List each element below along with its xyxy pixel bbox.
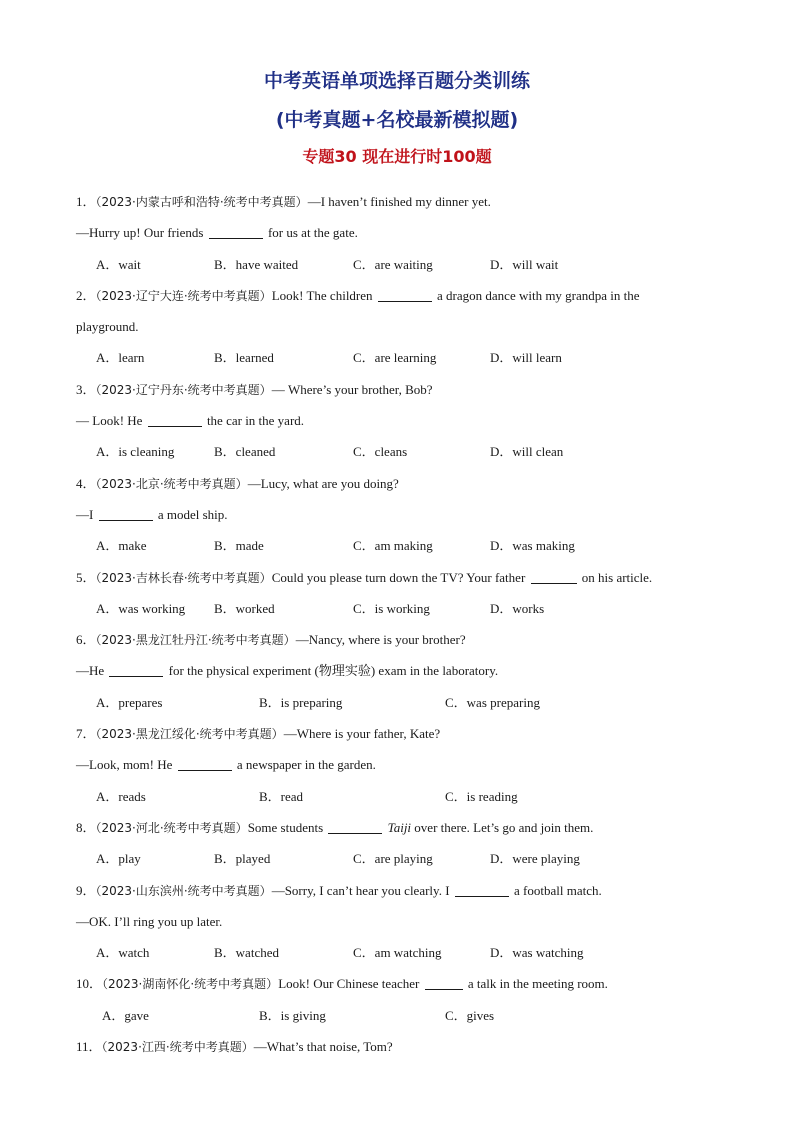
stem-text: over there. Let’s go and join them. — [414, 819, 594, 835]
stem-text: a football match. — [514, 882, 602, 898]
option-d[interactable]: D．will learn — [490, 350, 562, 366]
question-9 — [76, 875, 716, 906]
question-number: 1． — [76, 194, 96, 209]
option-c[interactable]: C．am making — [353, 538, 433, 554]
question-11 — [76, 1031, 716, 1062]
question-source: （2023·北京·统考中考真题） — [95, 476, 248, 491]
stem-italic-text: Taiji — [387, 819, 412, 835]
option-b[interactable]: B．made — [214, 538, 264, 554]
question-source: （2023·内蒙古呼和浩特·统考中考真题） — [95, 195, 308, 209]
question-3-line2 — [76, 405, 716, 436]
answer-blank — [109, 662, 163, 677]
question-number: 2． — [76, 287, 96, 303]
option-a[interactable]: A．is cleaning — [96, 444, 175, 460]
option-d[interactable]: D．works — [490, 600, 545, 616]
stem-text: playground. — [76, 319, 139, 335]
question-number: 8． — [76, 819, 96, 835]
question-9-options — [76, 937, 716, 968]
main-title: 中考英语单项选择百题分类训练 — [263, 70, 530, 92]
question-2-options — [76, 342, 716, 373]
question-7-options — [76, 781, 716, 812]
question-source: （2023·辽宁丹东·统考中考真题） — [95, 382, 272, 397]
option-a[interactable]: A．prepares — [96, 694, 163, 710]
question-number: 6． — [76, 632, 96, 648]
stem-text: Could you please turn down the TV? Your father — [271, 569, 526, 585]
stem-text: a model ship. — [157, 506, 228, 522]
question-3-options — [76, 436, 716, 467]
option-c[interactable]: C．are waiting — [353, 256, 433, 272]
option-c[interactable]: C．is reading — [445, 788, 518, 804]
option-a[interactable]: A．reads — [96, 788, 146, 804]
option-a[interactable]: A．make — [96, 538, 147, 554]
stem-text: — Look! He — [76, 413, 143, 429]
stem-text: —He — [76, 663, 105, 679]
answer-blank — [425, 975, 463, 990]
option-a[interactable]: A．watch — [96, 945, 150, 961]
stem-text: a newspaper in the garden. — [236, 757, 376, 773]
sub-title: (中考真题+名校最新模拟题) — [275, 109, 519, 131]
question-stem: —Lucy, what are you doing? — [247, 475, 399, 491]
question-4-options — [76, 530, 716, 561]
question-10-options — [76, 1000, 716, 1031]
question-2 — [76, 280, 716, 311]
question-7-line2 — [76, 749, 716, 780]
question-stem: — Where’s your brother, Bob? — [271, 381, 433, 397]
stem-text: —Sorry, I can’t hear you clearly. I — [271, 882, 450, 898]
question-source: （2023·湖南怀化·统考中考真题） — [102, 977, 279, 992]
question-number: 9． — [76, 882, 96, 898]
option-b[interactable]: B．played — [214, 851, 271, 867]
option-a[interactable]: A．play — [96, 851, 141, 867]
stem-text: on his article. — [581, 569, 653, 585]
question-number: 10． — [76, 976, 103, 992]
stem-text: the car in the yard. — [206, 413, 305, 429]
answer-blank — [328, 819, 382, 834]
stem-text: a talk in the meeting room. — [467, 976, 608, 992]
option-b[interactable]: B．read — [259, 788, 304, 804]
option-b[interactable]: B．is giving — [259, 1007, 326, 1023]
question-number: 4． — [76, 475, 96, 491]
question-2-line2 — [76, 311, 716, 342]
option-a[interactable]: A．was working — [96, 600, 186, 616]
question-1 — [76, 186, 716, 217]
question-list — [76, 186, 716, 1062]
question-6 — [76, 624, 716, 655]
question-source: （2023·吉林长春·统考中考真题） — [95, 570, 272, 585]
question-1-options — [76, 249, 716, 280]
answer-blank — [99, 506, 153, 521]
option-c[interactable]: C．gives — [445, 1007, 495, 1023]
question-8 — [76, 812, 716, 843]
stem-text: a dragon dance with my grandpa in the — [437, 287, 640, 303]
question-source: （2023·黑龙江绥化·统考中考真题） — [95, 727, 284, 742]
option-b[interactable]: B．have waited — [214, 256, 299, 272]
question-source: （2023·山东滨州·统考中考真题） — [95, 883, 272, 898]
answer-blank — [148, 412, 202, 427]
question-8-options — [76, 843, 716, 874]
stem-text: Look! The children — [271, 287, 373, 303]
question-9-line2 — [76, 906, 716, 937]
question-4-line2 — [76, 499, 716, 530]
topic-title: 专题30 现在进行时100题 — [302, 147, 492, 166]
option-d[interactable]: D．will clean — [490, 444, 564, 460]
question-stem: —Nancy, where is your brother? — [295, 632, 466, 648]
option-b[interactable]: B．is preparing — [259, 694, 343, 710]
option-d[interactable]: D．will wait — [490, 256, 559, 272]
option-b[interactable]: B．learned — [214, 350, 274, 366]
stem-text: —Look, mom! He — [76, 757, 173, 773]
option-d[interactable]: D．was watching — [490, 945, 584, 961]
question-stem: —Where is your father, Kate? — [283, 726, 441, 742]
option-a[interactable]: A．gave — [102, 1007, 149, 1023]
question-3 — [76, 374, 716, 405]
answer-blank — [178, 756, 232, 771]
stem-text: Some students — [247, 819, 324, 835]
question-number: 11． — [76, 1039, 102, 1055]
stem-text: —I — [76, 506, 94, 522]
option-c[interactable]: C．are playing — [353, 851, 433, 867]
question-10 — [76, 968, 716, 999]
question-stem: —What’s that noise, Tom? — [253, 1039, 393, 1055]
question-number: 5． — [76, 569, 96, 585]
option-b[interactable]: B．worked — [214, 600, 275, 616]
question-number: 7． — [76, 726, 96, 742]
option-d[interactable]: D．were playing — [490, 851, 580, 867]
option-c[interactable]: C．are learning — [353, 350, 437, 366]
stem-text: —OK. I’ll ring you up later. — [76, 913, 223, 929]
option-c[interactable]: C．is working — [353, 600, 430, 616]
stem-text: for the physical experiment (物理实验) exam in the laboratory. — [168, 663, 499, 679]
option-a[interactable]: A．wait — [96, 256, 141, 272]
question-source: （2023·河北·统考中考真题） — [95, 820, 248, 835]
answer-blank — [531, 569, 577, 584]
stem-text: for us at the gate. — [267, 225, 358, 241]
question-source: （2023·江西·统考中考真题） — [101, 1040, 254, 1055]
question-number: 3． — [76, 381, 96, 397]
option-d[interactable]: D．was making — [490, 538, 575, 554]
question-stem: —I haven’t finished my dinner yet. — [307, 194, 491, 209]
question-source: （2023·黑龙江牡丹江·统考中考真题） — [95, 633, 296, 648]
answer-blank — [455, 882, 509, 897]
question-6-line2 — [76, 655, 716, 686]
question-4 — [76, 468, 716, 499]
option-c[interactable]: C．cleans — [353, 444, 408, 460]
option-c[interactable]: C．was preparing — [445, 694, 540, 710]
question-5 — [76, 562, 716, 593]
option-c[interactable]: C．am watching — [353, 945, 442, 961]
option-b[interactable]: B．watched — [214, 945, 279, 961]
question-source: （2023·辽宁大连·统考中考真题） — [95, 288, 272, 303]
stem-text: Look! Our Chinese teacher — [278, 976, 420, 992]
answer-blank — [209, 224, 263, 239]
question-7 — [76, 718, 716, 749]
question-5-options — [76, 593, 716, 624]
question-1-line2 — [76, 217, 716, 248]
answer-blank — [378, 287, 432, 302]
question-6-options — [76, 687, 716, 718]
option-a[interactable]: A．learn — [96, 350, 145, 366]
title-block — [0, 66, 794, 169]
option-b[interactable]: B．cleaned — [214, 444, 276, 460]
stem-text: —Hurry up! Our friends — [76, 225, 204, 241]
